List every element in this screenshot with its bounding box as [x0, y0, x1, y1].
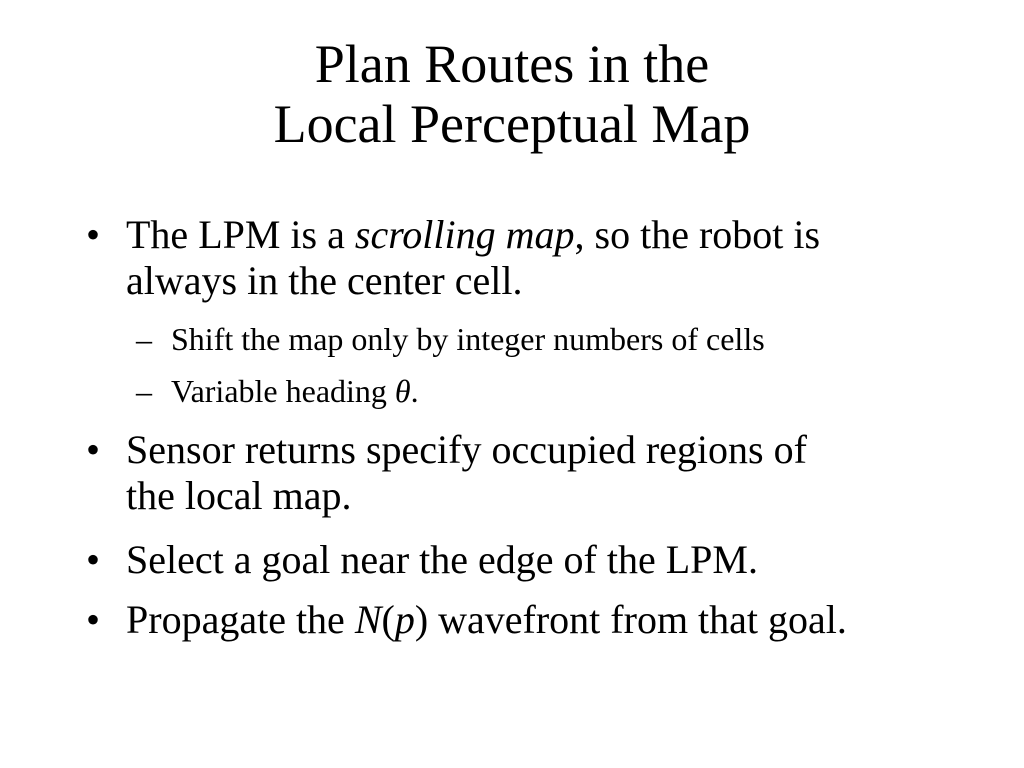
subbullet-marker: – — [136, 373, 152, 409]
title-line-2: Local Perceptual Map — [273, 94, 751, 154]
theta-symbol: θ — [394, 373, 411, 409]
p-symbol: p — [394, 597, 415, 642]
bullet-marker: • — [86, 537, 101, 582]
title-line-1: Plan Routes in the — [314, 34, 710, 94]
subbullet-variable-heading — [136, 373, 971, 409]
bullet-text-line1: Sensor returns specify occupied regions of — [126, 427, 807, 472]
bullet-propagate-wavefront — [86, 597, 986, 643]
bullet-scrolling-map — [86, 212, 986, 304]
bullet-marker: • — [86, 427, 101, 472]
subbullet-text-post: . — [410, 373, 419, 409]
subbullet-shift-map — [136, 321, 971, 357]
bullet-text-post: ) wavefront from that goal. — [414, 597, 847, 642]
bullet-sensor-returns — [86, 427, 986, 519]
n-symbol: N — [354, 597, 382, 642]
subbullet-marker: – — [136, 321, 152, 357]
bullet-text-line2: the local map. — [126, 473, 352, 518]
subbullet-text: Shift the map only by integer numbers of cells — [171, 321, 765, 357]
bullet-marker: • — [86, 212, 101, 257]
bullet-text-italic: scrolling map — [354, 212, 575, 257]
subbullet-text-pre: Variable heading — [171, 373, 395, 409]
bullet-select-goal — [86, 537, 986, 583]
slide-title — [0, 34, 1024, 154]
paren-open: ( — [381, 597, 395, 642]
bullet-marker: • — [86, 597, 101, 642]
bullet-text-line2: always in the center cell. — [126, 258, 523, 303]
bullet-text-pre: Propagate the — [126, 597, 355, 642]
bullet-text-pre: The LPM is a — [126, 212, 355, 257]
bullet-text: Select a goal near the edge of the LPM. — [126, 537, 758, 582]
bullet-text-post: , so the robot is — [574, 212, 821, 257]
